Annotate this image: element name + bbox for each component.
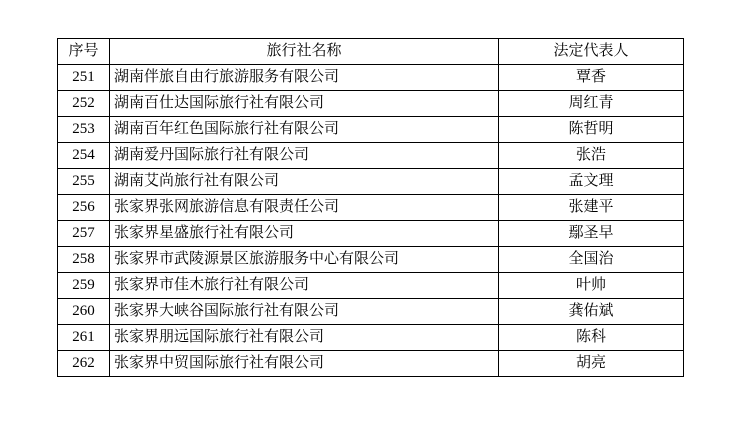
cell-no: 258 [58, 247, 110, 273]
cell-no: 252 [58, 91, 110, 117]
table-row [58, 273, 684, 299]
column-header-representative: 法定代表人 [499, 39, 684, 65]
cell-name: 张家界星盛旅行社有限公司 [110, 221, 499, 247]
table-row [58, 195, 684, 221]
cell-no: 256 [58, 195, 110, 221]
cell-representative: 陈科 [499, 325, 684, 351]
cell-no: 251 [58, 65, 110, 91]
cell-no: 255 [58, 169, 110, 195]
cell-name: 湖南艾尚旅行社有限公司 [110, 169, 499, 195]
table-row [58, 65, 684, 91]
table-row [58, 117, 684, 143]
cell-representative: 张建平 [499, 195, 684, 221]
table-row [58, 247, 684, 273]
cell-no: 259 [58, 273, 110, 299]
cell-name: 张家界市武陵源景区旅游服务中心有限公司 [110, 247, 499, 273]
travel-agency-table-container [57, 38, 683, 377]
cell-representative: 叶帅 [499, 273, 684, 299]
cell-name: 张家界市佳木旅行社有限公司 [110, 273, 499, 299]
cell-representative: 陈哲明 [499, 117, 684, 143]
cell-representative: 龚佑斌 [499, 299, 684, 325]
table-row [58, 143, 684, 169]
column-header-no: 序号 [58, 39, 110, 65]
cell-no: 254 [58, 143, 110, 169]
cell-name: 湖南百年红色国际旅行社有限公司 [110, 117, 499, 143]
cell-name: 张家界朋远国际旅行社有限公司 [110, 325, 499, 351]
cell-no: 257 [58, 221, 110, 247]
table-row [58, 351, 684, 377]
cell-representative: 孟文理 [499, 169, 684, 195]
cell-representative: 覃香 [499, 65, 684, 91]
cell-representative: 胡亮 [499, 351, 684, 377]
travel-agency-table [57, 38, 684, 377]
table-row [58, 91, 684, 117]
cell-name: 湖南百仕达国际旅行社有限公司 [110, 91, 499, 117]
cell-name: 张家界张网旅游信息有限责任公司 [110, 195, 499, 221]
table-header-row [58, 39, 684, 65]
table-row [58, 299, 684, 325]
table-body [58, 65, 684, 377]
table-row [58, 325, 684, 351]
column-header-name: 旅行社名称 [110, 39, 499, 65]
table-header [58, 39, 684, 65]
table-row [58, 221, 684, 247]
cell-no: 262 [58, 351, 110, 377]
cell-name: 张家界中贸国际旅行社有限公司 [110, 351, 499, 377]
cell-name: 张家界大峡谷国际旅行社有限公司 [110, 299, 499, 325]
cell-representative: 鄢圣早 [499, 221, 684, 247]
cell-no: 260 [58, 299, 110, 325]
cell-representative: 周红青 [499, 91, 684, 117]
cell-no: 261 [58, 325, 110, 351]
table-row [58, 169, 684, 195]
cell-no: 253 [58, 117, 110, 143]
cell-representative: 全国治 [499, 247, 684, 273]
cell-representative: 张浩 [499, 143, 684, 169]
cell-name: 湖南伴旅自由行旅游服务有限公司 [110, 65, 499, 91]
cell-name: 湖南爱丹国际旅行社有限公司 [110, 143, 499, 169]
